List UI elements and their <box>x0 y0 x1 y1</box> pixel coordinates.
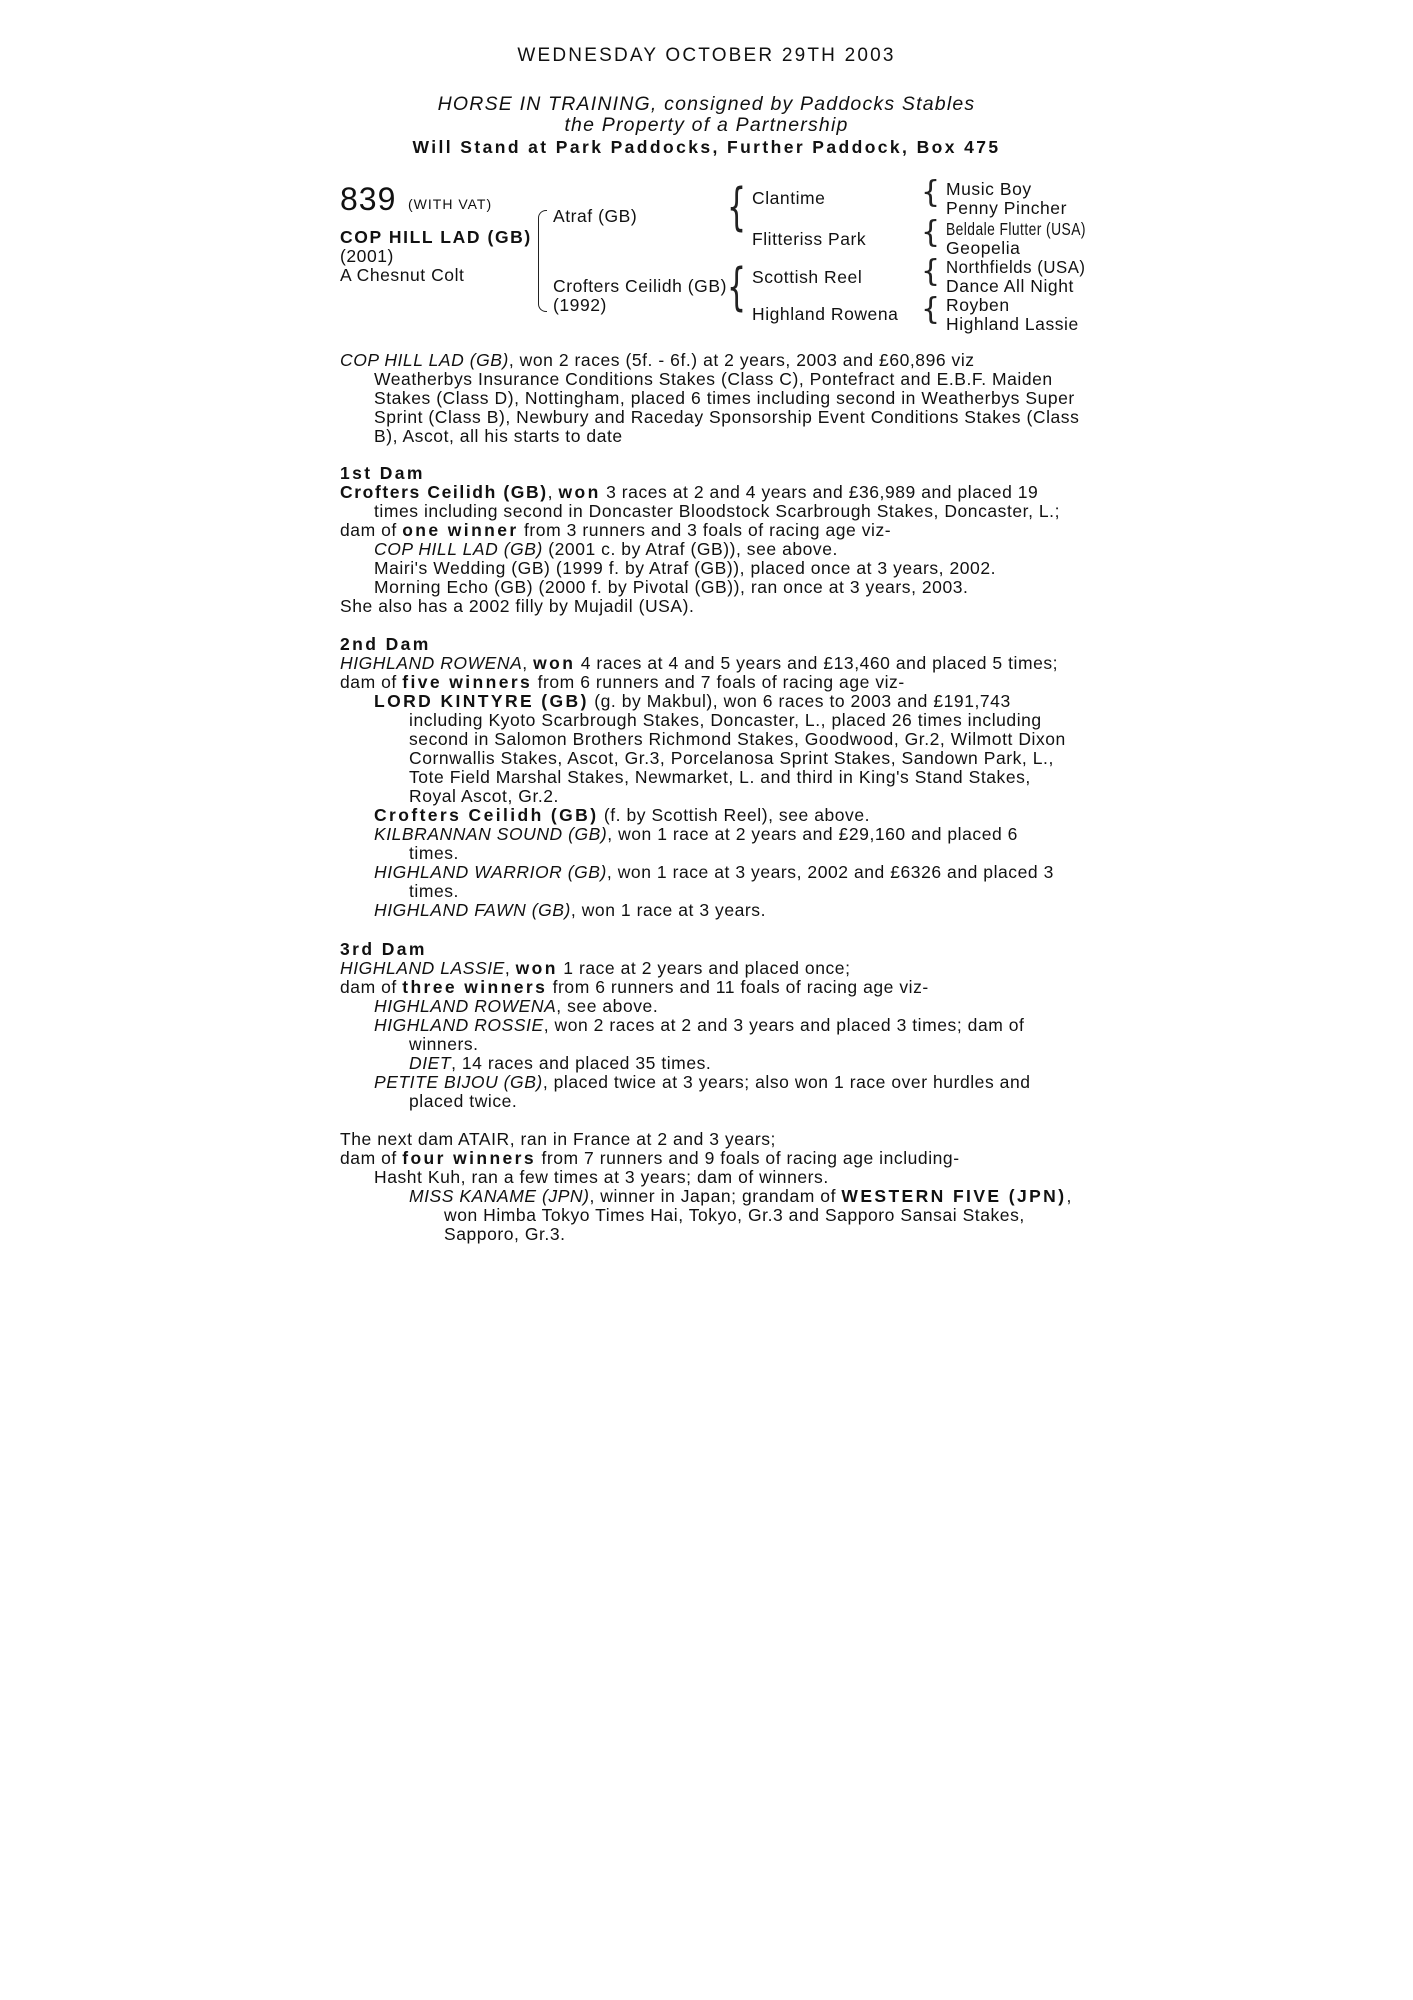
horse-description: A Chesnut Colt <box>340 265 465 285</box>
race-record-line: Sprint (Class B), Newbury and Raceday Sponsorship Event Conditions Stakes (Class <box>374 407 1080 427</box>
dam-name: HIGHLAND LASSIE <box>340 958 505 978</box>
also-note: She also has a 2002 filly by Mujadil (USA). <box>340 596 695 616</box>
sire-dam-dam: Geopelia <box>946 238 1021 258</box>
property-line: the Property of a Partnership <box>564 114 849 136</box>
next-dam-line: The next dam ATAIR, ran in France at 2 and 3 years; <box>340 1129 776 1149</box>
dam-of-line <box>340 673 905 692</box>
pedigree-brace-lot <box>538 210 547 312</box>
progeny-record: (2001 c. by Atraf (GB)), see above. <box>542 539 838 559</box>
pedigree-brace-ds: { <box>921 254 941 289</box>
progeny-name: HIGHLAND ROWENA <box>374 996 557 1016</box>
progeny-record: (g. by Makbul), won 6 races to 2003 and £191,743 <box>588 691 1011 711</box>
pedigree-brace-dam: { <box>727 257 747 318</box>
dam-of-suffix: from 6 runners and 11 foals of racing age viz- <box>547 977 929 997</box>
progeny-record-line: times. <box>409 881 459 901</box>
dam-sire-dam: Dance All Night <box>946 276 1074 296</box>
race-record-line: B), Ascot, all his starts to date <box>374 426 623 446</box>
consignment-line: HORSE IN TRAINING, consigned by Paddocks Stables <box>437 93 976 115</box>
section-heading: 1st Dam <box>340 463 425 483</box>
dam-of-suffix: from 7 runners and 9 foals of racing age including- <box>536 1148 960 1168</box>
progeny-record: , placed twice at 3 years; also won 1 race over hurdles and <box>542 1072 1031 1092</box>
dam-line: HIGHLAND LASSIE, won 1 race at 2 years and placed once; <box>340 958 851 978</box>
progeny-entry <box>374 863 1054 882</box>
pedigree-brace-dd: { <box>921 292 941 327</box>
dam-of-line <box>340 521 891 540</box>
winners-count: four winners <box>402 1148 537 1168</box>
dam-of-suffix: from 3 runners and 3 foals of racing age viz- <box>518 520 892 540</box>
progeny-record: , won 2 races at 2 and 3 years and placed 3 times; dam of <box>543 1015 1025 1035</box>
progeny-name: HIGHLAND ROSSIE <box>374 1015 544 1035</box>
progeny-name: PETITE BIJOU (GB) <box>374 1072 543 1092</box>
sire-sire: Clantime <box>752 188 826 208</box>
progeny-name: MISS KANAME (JPN) <box>409 1186 590 1206</box>
dam-line: HIGHLAND ROWENA, won 4 races at 4 and 5 years and £13,460 and placed 5 times; <box>340 653 1059 673</box>
lot-number: 839 <box>340 181 397 217</box>
progeny-record: (f. by Scottish Reel), see above. <box>598 805 871 825</box>
dam-of-line <box>340 978 929 997</box>
progeny-record-line: Royal Ascot, Gr.2. <box>409 786 559 806</box>
dam-sire-sire: Northfields (USA) <box>946 257 1086 277</box>
dam-of-suffix: from 6 runners and 7 foals of racing age viz- <box>532 672 905 692</box>
dam-record: 3 races at 2 and 4 years and £36,989 and placed 19 <box>600 482 1039 502</box>
dam: Crofters Ceilidh (GB) <box>553 276 727 296</box>
vat-note: (WITH VAT) <box>408 196 493 212</box>
progeny-name: KILBRANNAN SOUND (GB) <box>374 824 608 844</box>
progeny-entry <box>374 806 870 825</box>
sire-sire-sire: Music Boy <box>946 179 1032 199</box>
progeny-record-line: including Kyoto Scarbrough Stakes, Doncaster, L., placed 26 times including <box>409 710 1042 730</box>
winners-count: three winners <box>402 977 548 997</box>
progeny-record: , 14 races and placed 35 times. <box>451 1053 712 1073</box>
horse-name: COP HILL LAD (GB) <box>340 227 532 247</box>
stakes-winner-name: WESTERN FIVE (JPN) <box>841 1186 1067 1206</box>
winners-count: five winners <box>402 672 533 692</box>
won-word: won <box>533 653 576 673</box>
progeny-name: DIET <box>409 1053 452 1073</box>
dam-of-prefix: dam of <box>340 672 403 692</box>
sire-dam-sire: Beldale Flutter (USA) <box>946 219 1086 239</box>
foaling-year: (2001) <box>340 246 394 266</box>
dam-record: 1 race at 2 years and placed once; <box>557 958 851 978</box>
section-heading: 3rd Dam <box>340 939 427 959</box>
won-word: won <box>558 482 601 502</box>
dam-dam-dam: Highland Lassie <box>946 314 1079 334</box>
dam-of-prefix: dam of <box>340 520 403 540</box>
sale-date: WEDNESDAY OCTOBER 29TH 2003 <box>517 45 896 66</box>
dam-name: Crofters Ceilidh (GB) <box>340 482 548 502</box>
progeny-record: , won 1 race at 3 years. <box>570 900 767 920</box>
progeny-name: HIGHLAND FAWN (GB) <box>374 900 571 920</box>
progeny-entry <box>374 540 838 559</box>
progeny-entry <box>374 997 658 1016</box>
sire-dam: Flitteriss Park <box>752 229 867 249</box>
sire: Atraf (GB) <box>553 206 638 226</box>
progeny-entry <box>374 825 1018 844</box>
progeny-record: , won 1 race at 3 years, 2002 and £6326 and placed 3 <box>606 862 1054 882</box>
sire-sire-dam: Penny Pincher <box>946 198 1067 218</box>
progeny-record: , won 1 race at 2 years and £29,160 and placed 6 <box>607 824 1018 844</box>
dam-of-prefix: dam of <box>340 1148 403 1168</box>
won-word: won <box>515 958 558 978</box>
progeny-record-line: times. <box>409 843 459 863</box>
stand-location: Will Stand at Park Paddocks, Further Paddock, Box 475 <box>412 137 1001 157</box>
progeny-record: , winner in Japan; grandam of <box>589 1186 842 1206</box>
progeny-entry: Hasht Kuh, ran a few times at 3 years; dam of winners. <box>374 1167 829 1187</box>
progeny-record-line: Cornwallis Stakes, Ascot, Gr.3, Porcelanosa Sprint Stakes, Sandown Park, L., <box>409 748 1054 768</box>
dam-record: 4 races at 4 and 5 years and £13,460 and placed 5 times; <box>575 653 1059 673</box>
progeny-record-line: second in Salomon Brothers Richmond Stakes, Goodwood, Gr.2, Wilmott Dixon <box>409 729 1066 749</box>
race-record-horse: COP HILL LAD (GB) <box>340 350 509 370</box>
progeny-entry: Mairi's Wedding (GB) (1999 f. by Atraf (GB)), placed once at 3 years, 2002. <box>374 558 997 578</box>
dam-of-line <box>340 1149 960 1168</box>
dam-line: Crofters Ceilidh (GB), won 3 races at 2 and 4 years and £36,989 and placed 19 <box>340 482 1039 502</box>
pedigree-brace-sd: { <box>921 215 941 250</box>
progeny-record-line: Tote Field Marshal Stakes, Newmarket, L. and third in King's Stand Stakes, <box>409 767 1031 787</box>
dam-dam-sire: Royben <box>946 295 1010 315</box>
dam-year: (1992) <box>553 295 607 315</box>
progeny-record-line: placed twice. <box>409 1091 518 1111</box>
progeny-entry <box>374 692 1011 711</box>
dam-of-prefix: dam of <box>340 977 403 997</box>
race-record-text: , won 2 races (5f. - 6f.) at 2 years, 2003 and £60,896 viz <box>508 350 975 370</box>
grandprogeny-entry: MISS KANAME (JPN), winner in Japan; grandam of WESTERN FIVE (JPN), <box>409 1186 1072 1206</box>
dam-sire: Scottish Reel <box>752 267 863 287</box>
section-heading: 2nd Dam <box>340 634 431 654</box>
progeny-record-line: winners. <box>409 1034 479 1054</box>
progeny-record: , see above. <box>556 996 659 1016</box>
progeny-name: HIGHLAND WARRIOR (GB) <box>374 862 607 882</box>
dam-dam: Highland Rowena <box>752 304 899 324</box>
progeny-name: Crofters Ceilidh (GB) <box>374 805 599 825</box>
dam-line: times including second in Doncaster Bloodstock Scarbrough Stakes, Doncaster, L.; <box>374 501 1061 521</box>
progeny-entry <box>374 1016 1024 1035</box>
progeny-record-line: Sapporo, Gr.3. <box>444 1224 566 1244</box>
race-record-line: Stakes (Class D), Nottingham, placed 6 times including second in Weatherbys Super <box>374 388 1075 408</box>
pedigree-brace-sire: { <box>727 177 747 238</box>
pedigree-brace-ss: { <box>921 175 941 210</box>
winners-count: one winner <box>402 520 519 540</box>
progeny-record-line: won Himba Tokyo Times Hai, Tokyo, Gr.3 and Sapporo Sansai Stakes, <box>444 1205 1025 1225</box>
race-record-line: Weatherbys Insurance Conditions Stakes (Class C), Pontefract and E.B.F. Maiden <box>374 369 1053 389</box>
race-record-line <box>340 351 975 370</box>
progeny-name: LORD KINTYRE (GB) <box>374 691 589 711</box>
dam-name: HIGHLAND ROWENA <box>340 653 523 673</box>
progeny-name: COP HILL LAD (GB) <box>374 539 543 559</box>
progeny-entry <box>374 901 766 920</box>
grandprogeny-entry <box>409 1054 711 1073</box>
progeny-entry: Morning Echo (GB) (2000 f. by Pivotal (GB)), ran once at 3 years, 2003. <box>374 577 969 597</box>
progeny-entry <box>374 1073 1031 1092</box>
